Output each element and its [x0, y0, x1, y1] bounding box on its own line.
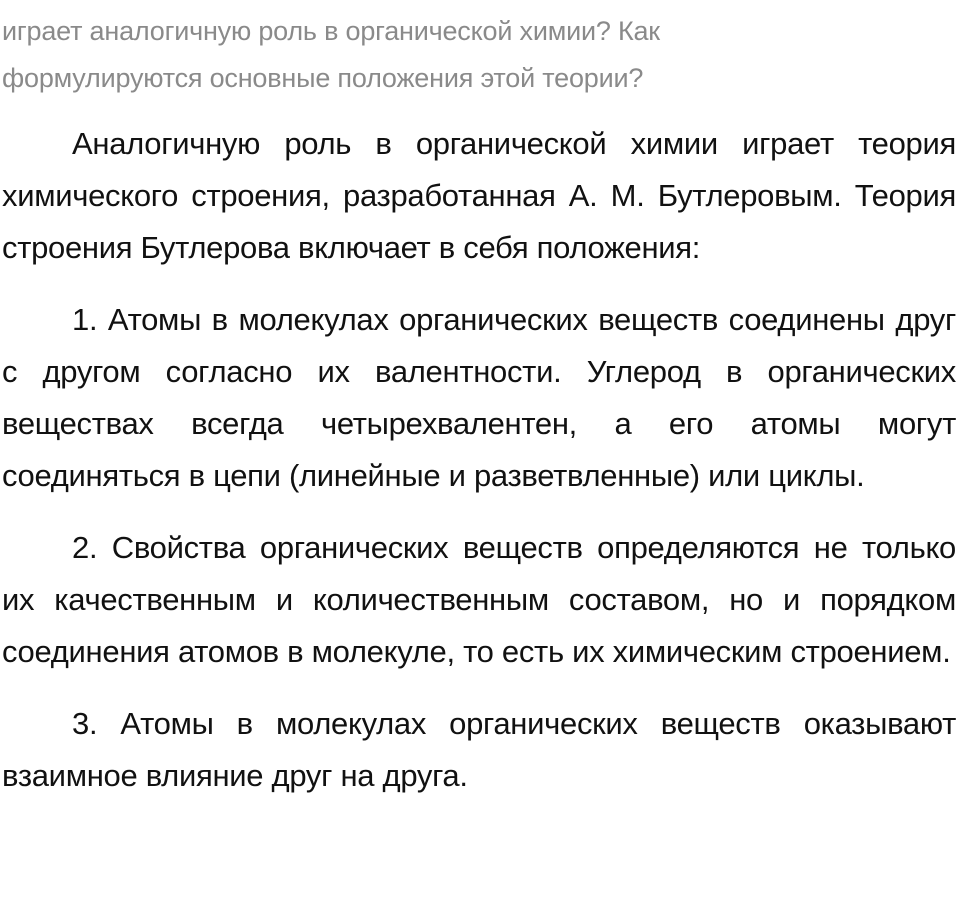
answer-point-2	[2, 522, 956, 678]
answer-intro-paragraph	[2, 118, 956, 274]
answer-point-3-text: 3. Атомы в молекулах органических веществ оказывают взаимное влияние друг на друга.	[2, 706, 956, 793]
answer-point-1-text: 1. Атомы в молекулах органических веществ соединены друг с другом согласно их валентности. Углерод в органических веществах всегда четырехвалентен, а его атомы могут соединяться в цепи (линейные и разветвленные) или циклы.	[2, 302, 956, 493]
answer-point-2-text: 2. Свойства органических веществ определяются не только их качественным и количественным составом, но и порядком соединения атомов в молекуле, то есть их химическим строением.	[2, 530, 956, 669]
answer-intro-text: Аналогичную роль в органической химии играет теория химического строения, разработанная А. М. Бутлеровым. Теория строения Бутлерова включает в себя положения:	[2, 126, 956, 265]
answer-point-3	[2, 698, 956, 802]
answer-point-1	[2, 294, 956, 502]
question-text: играет аналогичную роль в органической химии? Как формулируются основные положения этой теории?	[2, 16, 660, 93]
